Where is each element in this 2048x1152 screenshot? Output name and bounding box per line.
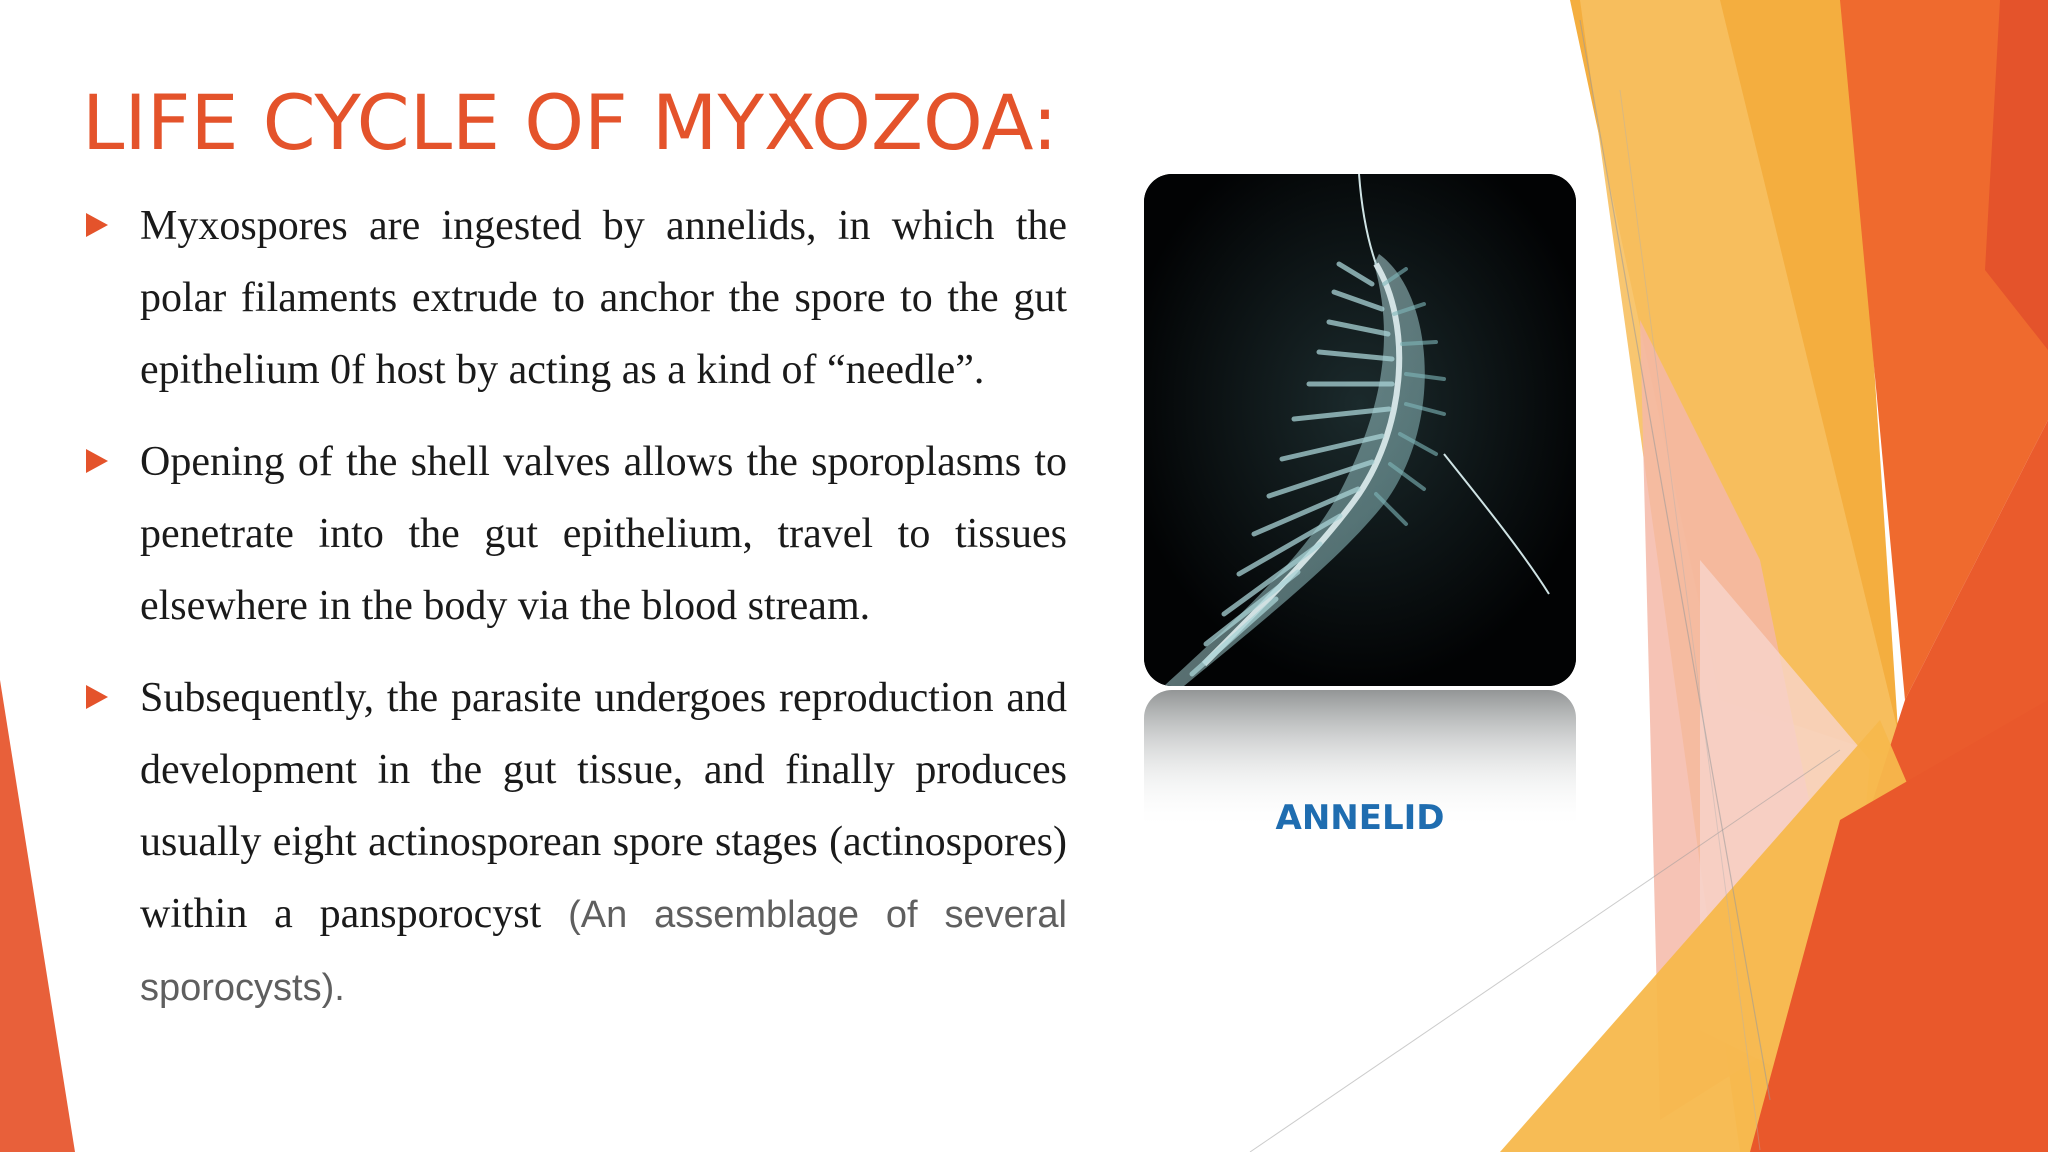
bullet-item [82,662,1067,1024]
annelid-photo [1144,174,1576,686]
bullet-item [82,190,1067,406]
bullet-note: (An assemblage of several sporocysts). [140,894,1067,1009]
bullet-item [82,426,1067,642]
bullet-arrow-icon [86,213,108,237]
slide-title: LIFE CYCLE OF MYXOZOA: [82,78,1058,167]
image-caption: ANNELID [1275,798,1445,838]
bullet-arrow-icon [86,685,108,709]
left-accent-facet [0,680,75,1152]
annelid-photo-frame [1144,174,1576,686]
bullet-text: Myxospores are ingested by annelids, in which the polar filaments extrude to anchor the spore to the gut epithelium 0f host by acting as a kind of “needle”. [140,203,1067,393]
bullet-list [82,190,1067,1044]
annelid-illustration [1144,174,1576,686]
bullet-text: Opening of the shell valves allows the sporoplasms to penetrate into the gut epithelium, travel to tissues elsewhere in the body via the blood stream. [140,439,1067,629]
bullet-text: Subsequently, the parasite undergoes reproduction and development in the gut tissue, and finally produces usually eight actinosporean spore stages (actinospores) within a pansporocyst [140,675,1067,937]
bullet-arrow-icon [86,449,108,473]
